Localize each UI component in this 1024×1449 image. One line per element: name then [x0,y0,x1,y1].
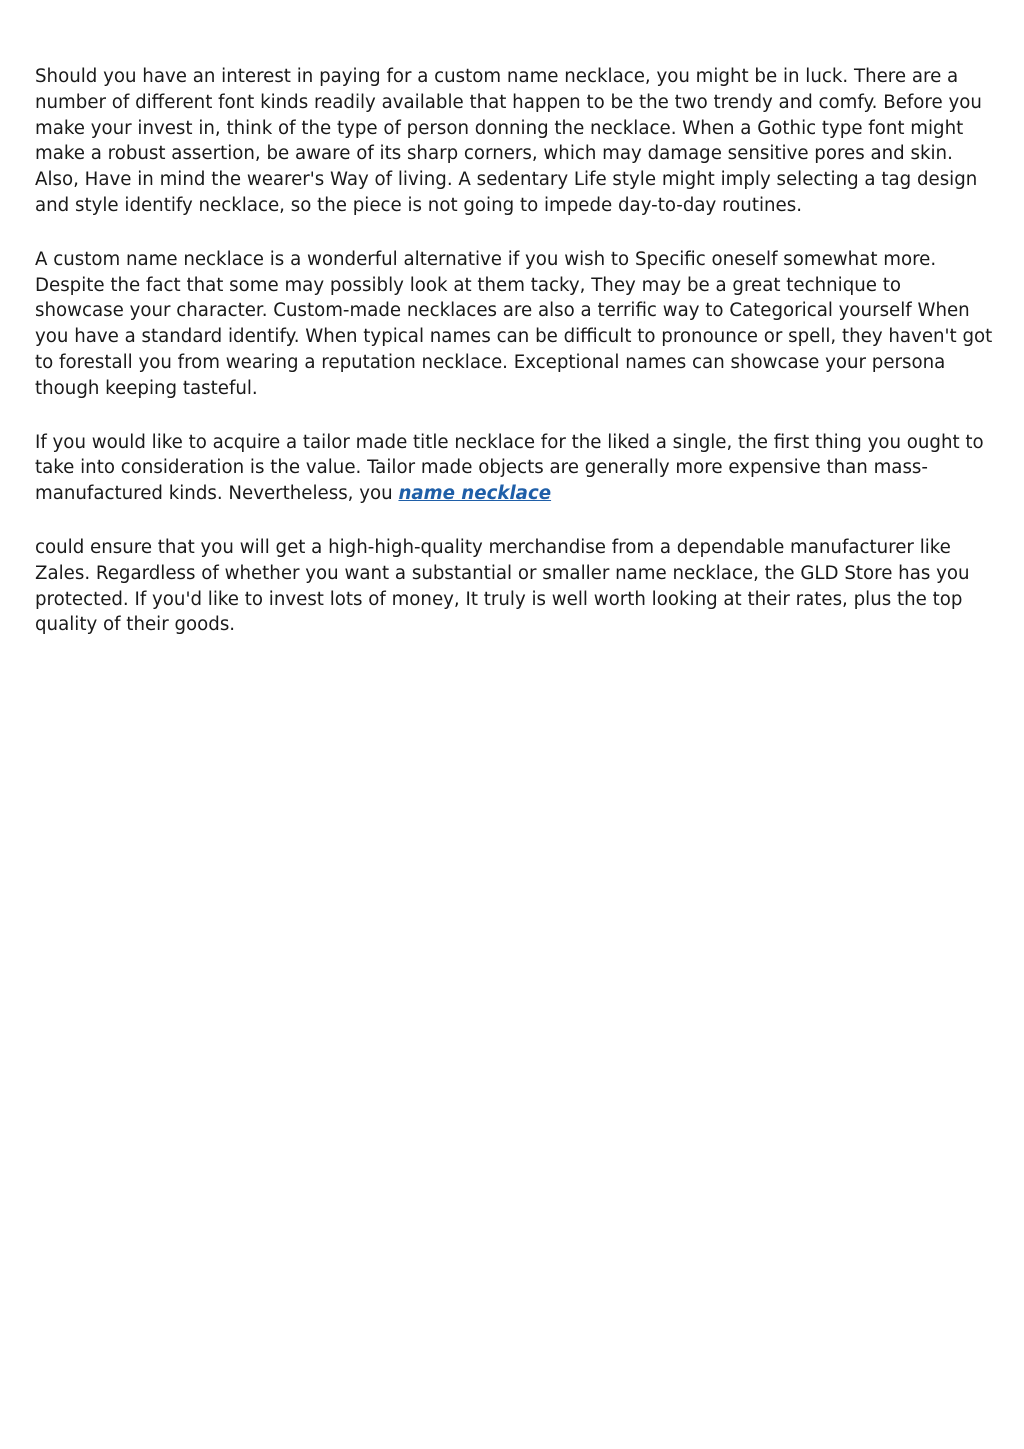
paragraph-4: could ensure that you will get a high-high-quality merchandise from a dependable manufacturer like Zales. Regardless of whether you want a substantial or smaller name necklace, the GLD Store has you protected. If you'd like to invest lots of money, It truly is well worth looking at their rates, plus the top quality of their goods. [35,536,970,636]
paragraph-3-text: If you would like to acquire a tailor made title necklace for the liked a single, the first thing you ought to take into consideration is the value. Tailor made objects are generally more expensive than mass-manufactured kinds. Nevertheless, you [35,431,984,505]
name-necklace-link[interactable]: name necklace [398,483,552,505]
paragraph-3 [35,430,995,507]
paragraph-1: Should you have an interest in paying for a custom name necklace, you might be in luck. There are a number of different font kinds readily available that happen to be the two trendy and comfy. Before you make your invest in, think of the type of person donning the necklace. When a Gothic type font might make a robust assertion, be aware of its sharp corners, which may damage sensitive pores and skin. Also, Have in mind the wearer's Way of living. A sedentary Life style might imply selecting a tag design and style identify necklace, so the piece is not going to impede day-to-day routines. [35,66,982,216]
paragraph-2: A custom name necklace is a wonderful alternative if you wish to Specific oneself somewhat more. Despite the fact that some may possibly look at them tacky, They may be a great technique to showcase your character. Custom-made necklaces are also a terrific way to Categorical yourself When you have a standard identify. When typical names can be difficult to pronounce or spell, they haven't got to forestall you from wearing a reputation necklace. Exceptional names can showcase your persona though keeping tasteful. [35,248,993,399]
document-page [35,64,995,666]
